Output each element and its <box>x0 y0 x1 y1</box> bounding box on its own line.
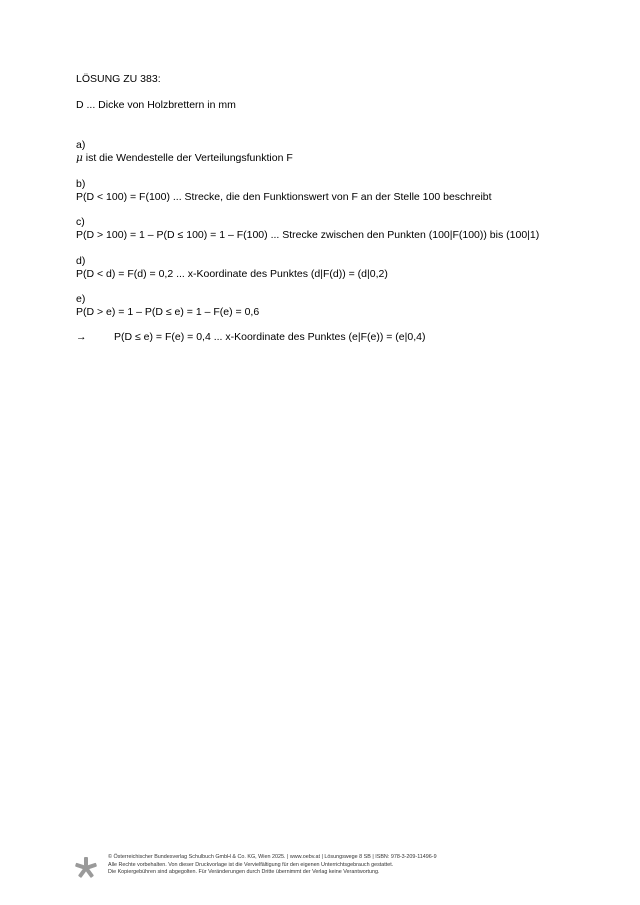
part-e-text: P(D > e) = 1 – P(D ≤ e) = 1 – F(e) = 0,6 <box>76 306 260 318</box>
part-e-conclusion: P(D ≤ e) = F(e) = 0,4 ... x-Koordinate des Punktes (e|F(e)) = (e|0,4) <box>114 331 426 343</box>
publisher-footer <box>74 854 574 884</box>
part-d-text: P(D < d) = F(d) = 0,2 ... x-Koordinate des Punktes (d|F(d)) = (d|0,2) <box>76 268 388 280</box>
footer-rights: Alle Rechte vorbehalten. Von dieser Druckvorlage ist die Vervielfältigung für den eigenen Unterrichtsgebrauch gestattet. <box>108 861 394 868</box>
part-b-label: b) <box>76 178 86 190</box>
part-d-label: d) <box>76 255 86 267</box>
part-c-label: c) <box>76 216 85 228</box>
part-c-text: P(D > 100) = 1 – P(D ≤ 100) = 1 – F(100) ... Strecke zwischen den Punkten (100|F(100)) bis (100|1) <box>76 229 540 241</box>
footer-text <box>108 854 437 877</box>
arrow-icon: → <box>76 331 87 343</box>
part-e-label: e) <box>76 293 86 305</box>
mu-symbol: μ <box>76 152 83 164</box>
variable-definition: D ... Dicke von Holzbrettern in mm <box>76 99 236 111</box>
part-a-text <box>76 152 293 165</box>
publisher-logo-icon <box>74 856 98 880</box>
footer-copyright: © Österreichischer Bundesverlag Schulbuch GmbH & Co. KG, Wien 2025. | www.oebv.at | Lösungswege 8 SB | ISBN: 978-3-209-11496-9 <box>108 854 437 860</box>
part-a-label: a) <box>76 139 86 151</box>
part-b-text: P(D < 100) = F(100) ... Strecke, die den Funktionswert von F an der Stelle 100 beschreibt <box>76 191 492 203</box>
part-a-body: ist die Wendestelle der Verteilungsfunktion F <box>82 152 293 164</box>
footer-disclaimer: Die Kopiergebühren sind abgegolten. Für Veränderungen durch Dritte übernimmt der Verlag keine Verantwortung. <box>108 869 380 875</box>
solution-heading: LÖSUNG ZU 383: <box>76 73 161 85</box>
